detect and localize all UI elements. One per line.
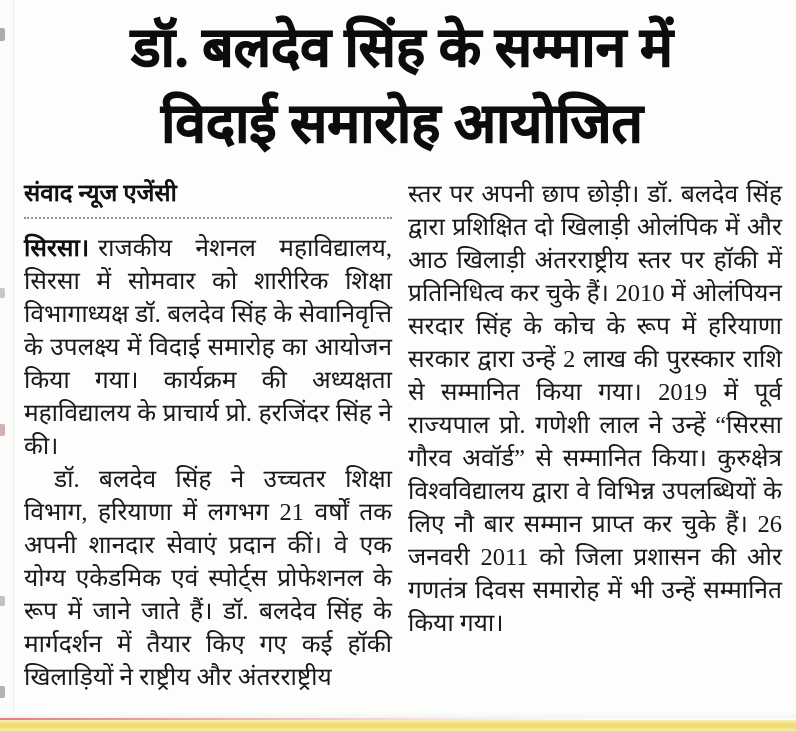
bottom-edge-strip (0, 712, 796, 731)
edge-glyph-fragment (0, 424, 5, 436)
byline-divider-rule (24, 217, 392, 219)
paragraph-1-text: राजकीय नेशनल महाविद्यालय, सिरसा में सोमवार को शारीरिक शिक्षा विभागाध्यक्ष डॉ. बलदेव सिंह के सेवानिवृत्ति के उपलक्ष्य में विदाई समारोह का आयोजन किया गया। कार्यक्रम की अध्यक्षता महाविद्यालय के प्राचार्य प्रो. हरजिंदर सिंह ने की। (24, 235, 392, 460)
edge-glyph-fragment (0, 686, 5, 698)
article-column-left (24, 178, 392, 694)
dateline: सिरसा। (24, 235, 90, 262)
left-edge-sliver (0, 0, 14, 731)
article-headline (0, 0, 796, 162)
article-column-right (408, 178, 782, 694)
article-body (0, 162, 796, 694)
edge-glyph-fragment (0, 28, 5, 41)
bottom-yellow-band (0, 720, 796, 731)
edge-glyph-fragment (0, 288, 5, 298)
byline: संवाद न्यूज एजेंसी (24, 181, 177, 207)
headline-line-2: विदाई समारोह आयोजित (161, 93, 643, 154)
headline-line-1: डॉ. बलदेव सिंह के सम्मान में (131, 17, 673, 78)
paragraph-2-text: डॉ. बलदेव सिंह ने उच्चतर शिक्षा विभाग, हरियाणा में लगभग 21 वर्षों तक अपनी शानदार सेवाएं प्रदान कीं। वे एक योग्य एकेडमिक एवं स्पोर्ट्स प्रोफेशनल के रूप में जाने जाते हैं। डॉ. बलदेव सिंह के मार्गदर्शन में तैयार किए गए कई हॉकी खिलाड़ियों ने राष्ट्रीय और अंतरराष्ट्रीय (24, 466, 392, 691)
paragraph-3-text: स्तर पर अपनी छाप छोड़ी। डॉ. बलदेव सिंह द्वारा प्रशिक्षित दो खिलाड़ी ओलंपिक में और आठ खिलाड़ी अंतरराष्ट्रीय स्तर पर हॉकी में प्रतिनिधित्व कर चुके हैं। 2010 में ओलंपियन सरदार सिंह के कोच के रूप में हरियाणा सरकार द्वारा उन्हें 2 लाख की पुरस्कार राशि से सम्मानित किया गया। 2019 में पूर्व राज्यपाल प्रो. गणेशी लाल ने उन्हें “सिरसा गौरव अवॉर्ड” से सम्मानित किया। कुरुक्षेत्र विश्वविद्यालय द्वारा वे विभिन्न उपलब्धियों के लिए नौ बार सम्मान प्राप्त कर चुके हैं। 26 जनवरी 2011 को जिला प्रशासन की ओर गणतंत्र दिवस समारोह में भी उन्हें सम्मानित किया गया। (408, 181, 782, 637)
edge-glyph-fragment (0, 596, 5, 606)
